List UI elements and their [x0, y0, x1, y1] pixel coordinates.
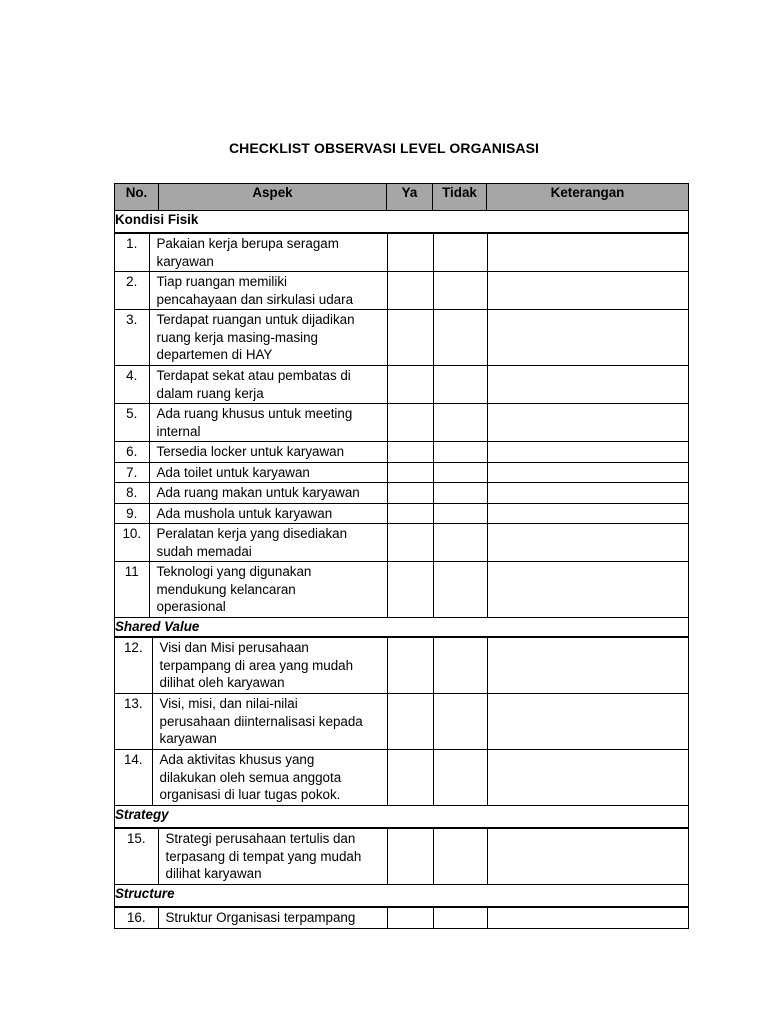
- checklist-item-row: [115, 272, 689, 310]
- item-number: 9.: [115, 503, 149, 524]
- item-aspect: [149, 524, 387, 562]
- checklist-item-row: [115, 483, 689, 504]
- aspect-line: karyawan: [159, 731, 217, 746]
- keterangan-cell[interactable]: [487, 750, 689, 806]
- item-number: 5.: [115, 404, 149, 442]
- ya-cell[interactable]: [387, 908, 433, 928]
- header-ya: Ya: [387, 184, 433, 211]
- tidak-cell[interactable]: [433, 829, 487, 885]
- section-items: [115, 637, 689, 806]
- tidak-cell[interactable]: [433, 524, 487, 562]
- keterangan-cell[interactable]: [487, 524, 689, 562]
- keterangan-cell[interactable]: [487, 462, 689, 483]
- item-aspect: [158, 908, 387, 928]
- aspect-line: Terdapat sekat atau pembatas di: [156, 368, 351, 383]
- section-items: [115, 233, 689, 618]
- ya-cell[interactable]: [387, 829, 433, 885]
- aspect-line: Peralatan kerja yang disediakan: [156, 526, 348, 541]
- ya-cell[interactable]: [387, 442, 433, 463]
- keterangan-cell[interactable]: [487, 442, 689, 463]
- item-aspect: [149, 462, 387, 483]
- ya-cell[interactable]: [387, 562, 433, 618]
- tidak-cell[interactable]: [433, 462, 487, 483]
- aspect-line: mendukung kelancaran: [156, 581, 296, 597]
- aspect-line: dilihat oleh karyawan: [159, 675, 285, 690]
- tidak-cell[interactable]: [433, 750, 487, 806]
- keterangan-cell[interactable]: [487, 272, 689, 310]
- item-aspect: [149, 562, 387, 618]
- checklist-item-row: [115, 638, 689, 694]
- tidak-cell[interactable]: [433, 442, 487, 463]
- header-aspek: Aspek: [159, 184, 387, 211]
- tidak-cell[interactable]: [433, 366, 487, 404]
- aspect-line: organisasi di luar tugas pokok.: [159, 787, 341, 802]
- section-row: [115, 211, 689, 233]
- header-keterangan: Keterangan: [487, 184, 689, 211]
- tidak-cell[interactable]: [433, 234, 487, 272]
- item-aspect: [149, 483, 387, 504]
- keterangan-cell[interactable]: [487, 908, 689, 928]
- item-aspect: [152, 638, 387, 694]
- tidak-cell[interactable]: [433, 483, 487, 504]
- checklist-item-row: [115, 442, 689, 463]
- keterangan-cell[interactable]: [487, 310, 689, 366]
- item-aspect: [149, 366, 387, 404]
- aspect-line: Teknologi yang digunakan: [156, 564, 312, 579]
- item-aspect: [152, 694, 387, 750]
- item-number: 16.: [115, 908, 158, 928]
- aspect-line: Pakaian kerja berupa seragam: [156, 236, 339, 251]
- item-aspect: [152, 750, 387, 806]
- aspect-line: departemen di HAY: [156, 347, 273, 362]
- item-number: 3.: [115, 310, 149, 366]
- aspect-line: Ada aktivitas khusus yang: [159, 752, 315, 767]
- item-number: 4.: [115, 366, 149, 404]
- keterangan-cell[interactable]: [487, 562, 689, 618]
- checklist-item-row: [115, 694, 689, 750]
- section-title: Structure: [115, 885, 689, 907]
- section-title: Strategy: [115, 806, 689, 828]
- item-number: 15.: [115, 829, 158, 885]
- header-row: [115, 184, 689, 211]
- item-number: 2.: [115, 272, 149, 310]
- section-row: [115, 618, 689, 637]
- checklist-item-row: [115, 310, 689, 366]
- aspect-line: terpampang di area yang mudah: [159, 657, 354, 673]
- keterangan-cell[interactable]: [487, 694, 689, 750]
- aspect-line: dalam ruang kerja: [156, 385, 264, 401]
- aspect-line: Visi, misi, dan nilai-nilai: [159, 696, 298, 711]
- tidak-cell[interactable]: [433, 638, 487, 694]
- ya-cell[interactable]: [387, 524, 433, 562]
- item-aspect: [149, 310, 387, 366]
- ya-cell[interactable]: [387, 404, 433, 442]
- ya-cell[interactable]: [387, 272, 433, 310]
- checklist-item-row: [115, 908, 689, 928]
- keterangan-cell[interactable]: [487, 503, 689, 524]
- section-title: Kondisi Fisik: [115, 211, 689, 233]
- keterangan-cell[interactable]: [487, 638, 689, 694]
- item-number: 10.: [115, 524, 149, 562]
- item-number: 7.: [115, 462, 149, 483]
- aspect-line: Ada mushola untuk karyawan: [156, 505, 333, 521]
- section-items: [115, 907, 689, 929]
- header-tidak: Tidak: [433, 184, 487, 211]
- checklist-item-row: [115, 366, 689, 404]
- item-number: 8.: [115, 483, 149, 504]
- ya-cell[interactable]: [387, 638, 433, 694]
- checklist-item-row: [115, 503, 689, 524]
- aspect-line: Ada ruang khusus untuk meeting: [156, 406, 353, 421]
- item-aspect: [149, 272, 387, 310]
- aspect-line: sudah memadai: [156, 543, 252, 559]
- aspect-line: pencahayaan dan sirkulasi udara: [156, 291, 354, 307]
- aspect-line: karyawan: [156, 253, 214, 269]
- aspect-line: Ada ruang makan untuk karyawan: [156, 485, 360, 500]
- ya-cell[interactable]: [387, 234, 433, 272]
- item-number: 11: [115, 562, 149, 618]
- section-row: [115, 806, 689, 828]
- checklist-item-row: [115, 234, 689, 272]
- tidak-cell[interactable]: [433, 404, 487, 442]
- item-number: 14.: [115, 750, 152, 806]
- keterangan-cell[interactable]: [487, 366, 689, 404]
- checklist-item-row: [115, 462, 689, 483]
- aspect-line: operasional: [156, 599, 226, 614]
- aspect-line: Tersedia locker untuk karyawan: [156, 444, 345, 459]
- item-aspect: [149, 442, 387, 463]
- aspect-line: terpasang di tempat yang mudah: [165, 848, 362, 864]
- checklist-item-row: [115, 750, 689, 806]
- tidak-cell[interactable]: [433, 503, 487, 524]
- tidak-cell[interactable]: [433, 272, 487, 310]
- ya-cell[interactable]: [387, 503, 433, 524]
- item-aspect: [149, 503, 387, 524]
- keterangan-cell[interactable]: [487, 829, 689, 885]
- aspect-line: dilihat karyawan: [165, 866, 262, 881]
- checklist-item-row: [115, 829, 689, 885]
- aspect-line: Ada toilet untuk karyawan: [156, 464, 310, 480]
- ya-cell[interactable]: [387, 462, 433, 483]
- aspect-line: Struktur Organisasi terpampang: [165, 910, 356, 925]
- aspect-line: ruang kerja masing-masing: [156, 329, 319, 345]
- keterangan-cell[interactable]: [487, 234, 689, 272]
- ya-cell[interactable]: [387, 750, 433, 806]
- aspect-line: Strategi perusahaan tertulis dan: [165, 831, 356, 846]
- aspect-line: Terdapat ruangan untuk dijadikan: [156, 312, 355, 327]
- keterangan-cell[interactable]: [487, 483, 689, 504]
- checklist-item-row: [115, 524, 689, 562]
- tidak-cell[interactable]: [433, 310, 487, 366]
- header-no: No.: [115, 184, 159, 211]
- ya-cell[interactable]: [387, 310, 433, 366]
- ya-cell[interactable]: [387, 694, 433, 750]
- aspect-line: Tiap ruangan memiliki: [156, 274, 287, 289]
- tidak-cell[interactable]: [433, 908, 487, 928]
- aspect-line: perusahaan diinternalisasi kepada: [159, 713, 363, 729]
- tidak-cell[interactable]: [433, 562, 487, 618]
- document-title: CHECKLIST OBSERVASI LEVEL ORGANISASI: [228, 140, 540, 156]
- aspect-line: internal: [156, 423, 201, 439]
- tidak-cell[interactable]: [433, 694, 487, 750]
- item-number: 6.: [115, 442, 149, 463]
- checklist-item-row: [115, 562, 689, 618]
- item-aspect: [158, 829, 387, 885]
- section-items: [115, 828, 689, 885]
- ya-cell[interactable]: [387, 366, 433, 404]
- item-number: 12.: [115, 638, 152, 694]
- item-number: 13.: [115, 694, 152, 750]
- aspect-line: dilakukan oleh semua anggota: [159, 769, 342, 785]
- section-title: Shared Value: [115, 618, 689, 637]
- item-number: 1.: [115, 234, 149, 272]
- checklist-item-row: [115, 404, 689, 442]
- section-row: [115, 885, 689, 907]
- keterangan-cell[interactable]: [487, 404, 689, 442]
- item-aspect: [149, 234, 387, 272]
- ya-cell[interactable]: [387, 483, 433, 504]
- checklist-table: [114, 183, 689, 929]
- aspect-line: Visi dan Misi perusahaan: [159, 640, 309, 655]
- item-aspect: [149, 404, 387, 442]
